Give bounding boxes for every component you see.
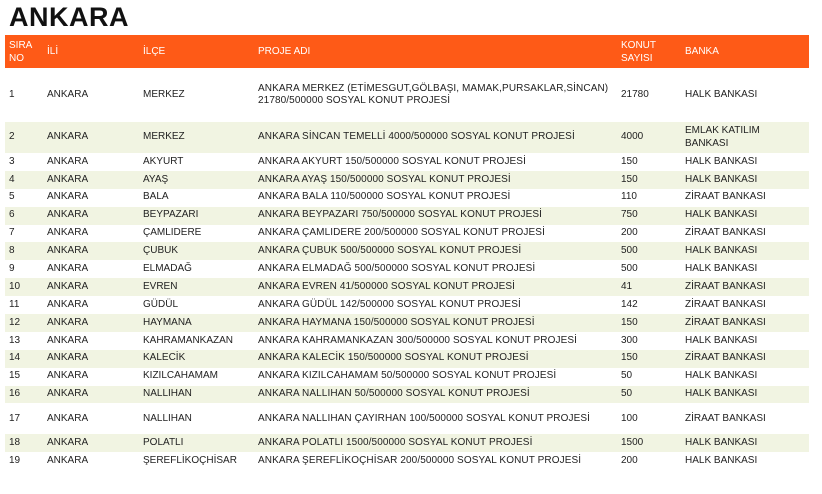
cell-no: 11 <box>9 298 20 310</box>
cell-proje: ANKARA AKYURT 150/500000 SOSYAL KONUT PROJESİ <box>258 155 526 167</box>
cell-konut: 110 <box>621 191 637 203</box>
cell-ilce: KALECİK <box>143 352 186 364</box>
cell-proje: ANKARA KAHRAMANKAZAN 300/500000 SOSYAL KONUT PROJESİ <box>258 334 578 346</box>
cell-banka: EMLAK KATILIM BANKASI <box>685 125 760 149</box>
cell-il: ANKARA <box>47 412 89 424</box>
cell-il: ANKARA <box>47 316 89 328</box>
cell-proje: ANKARA AYAŞ 150/500000 SOSYAL KONUT PROJESİ <box>258 173 511 185</box>
cell-proje: ANKARA ELMADAĞ 500/500000 SOSYAL KONUT PROJESİ <box>258 263 536 275</box>
cell-ilce: BEYPAZARI <box>143 209 199 221</box>
cell-proje: ANKARA GÜDÜL 142/500000 SOSYAL KONUT PROJESİ <box>258 298 521 310</box>
cell-ilce: ELMADAĞ <box>143 263 192 275</box>
cell-il: ANKARA <box>47 191 89 203</box>
cell-konut: 200 <box>621 227 638 239</box>
cell-proje: ANKARA NALLIHAN 50/500000 SOSYAL KONUT PROJESİ <box>258 388 530 400</box>
cell-banka: ZİRAAT BANKASI <box>685 280 766 292</box>
table-row <box>5 452 809 470</box>
cell-banka: HALK BANKASI <box>685 370 758 382</box>
cell-no: 9 <box>9 263 15 275</box>
table-row <box>5 386 809 404</box>
cell-proje: ANKARA KIZILCAHAMAM 50/500000 SOSYAL KONUT PROJESİ <box>258 370 557 382</box>
cell-banka: HALK BANKASI <box>685 209 758 221</box>
cell-no: 13 <box>9 334 21 346</box>
table-row <box>5 368 809 386</box>
cell-banka: HALK BANKASI <box>685 88 758 100</box>
cell-no: 10 <box>9 280 21 292</box>
table-row <box>5 314 809 332</box>
cell-proje: ANKARA BEYPAZARI 750/500000 SOSYAL KONUT PROJESİ <box>258 209 542 221</box>
cell-ilce: ŞEREFLİKOÇHİSAR <box>143 455 237 467</box>
cell-konut: 50 <box>621 370 633 382</box>
cell-konut: 150 <box>621 155 638 167</box>
cell-proje: ANKARA EVREN 41/500000 SOSYAL KONUT PROJESİ <box>258 280 515 292</box>
cell-no: 14 <box>9 352 21 364</box>
cell-konut: 300 <box>621 334 638 346</box>
table-header-row <box>5 35 809 68</box>
cell-ilce: POLATLI <box>143 437 184 449</box>
cell-ilce: BALA <box>143 191 169 203</box>
cell-il: ANKARA <box>47 209 89 221</box>
cell-proje: ANKARA ÇAMLIDERE 200/500000 SOSYAL KONUT PROJESİ <box>258 227 545 239</box>
cell-il: ANKARA <box>47 298 89 310</box>
cell-konut: 100 <box>621 412 638 424</box>
cell-ilce: NALLIHAN <box>143 388 192 400</box>
cell-banka: HALK BANKASI <box>685 173 758 185</box>
cell-no: 19 <box>9 455 21 467</box>
cell-banka: ZİRAAT BANKASI <box>685 352 766 364</box>
table-row <box>5 403 809 434</box>
header-ili: İLİ <box>43 35 139 68</box>
table-row <box>5 434 809 452</box>
cell-konut: 142 <box>621 298 638 310</box>
housing-projects-table <box>5 35 809 470</box>
cell-il: ANKARA <box>47 352 89 364</box>
cell-banka: ZİRAAT BANKASI <box>685 227 766 239</box>
cell-il: ANKARA <box>47 455 89 467</box>
cell-konut: 150 <box>621 316 638 328</box>
cell-il: ANKARA <box>47 245 89 257</box>
cell-banka: HALK BANKASI <box>685 334 758 346</box>
cell-proje: ANKARA ÇUBUK 500/500000 SOSYAL KONUT PROJESİ <box>258 245 522 257</box>
cell-no: 6 <box>9 209 15 221</box>
cell-konut: 1500 <box>621 437 644 449</box>
header-konut-sayisi: KONUT SAYISI <box>617 35 681 68</box>
cell-banka: HALK BANKASI <box>685 155 758 167</box>
cell-proje: ANKARA HAYMANA 150/500000 SOSYAL KONUT PROJESİ <box>258 316 535 328</box>
cell-konut: 150 <box>621 173 638 185</box>
table-row <box>5 350 809 368</box>
cell-no: 1 <box>9 88 15 100</box>
cell-proje: ANKARA BALA 110/500000 SOSYAL KONUT PROJESİ <box>258 191 511 203</box>
cell-banka: HALK BANKASI <box>685 245 758 257</box>
table-row <box>5 153 809 171</box>
cell-ilce: HAYMANA <box>143 316 192 328</box>
cell-no: 4 <box>9 173 15 185</box>
table-row <box>5 207 809 225</box>
cell-ilce: ÇUBUK <box>143 245 179 257</box>
table-row <box>5 278 809 296</box>
cell-no: 17 <box>9 412 21 424</box>
table-row <box>5 189 809 207</box>
table-row <box>5 260 809 278</box>
cell-no: 3 <box>9 155 15 167</box>
cell-il: ANKARA <box>47 227 89 239</box>
table-row <box>5 171 809 189</box>
cell-konut: 150 <box>621 352 638 364</box>
cell-banka: HALK BANKASI <box>685 455 758 467</box>
cell-il: ANKARA <box>47 334 89 346</box>
cell-konut: 750 <box>621 209 638 221</box>
page-title: ANKARA <box>9 2 129 32</box>
cell-banka: ZİRAAT BANKASI <box>685 412 766 424</box>
cell-no: 2 <box>9 131 15 143</box>
cell-il: ANKARA <box>47 437 89 449</box>
cell-ilce: ÇAMLIDERE <box>143 227 202 239</box>
header-banka: BANKA <box>681 35 809 68</box>
cell-ilce: KAHRAMANKAZAN <box>143 334 234 346</box>
cell-banka: ZİRAAT BANKASI <box>685 191 766 203</box>
cell-ilce: MERKEZ <box>143 88 185 100</box>
cell-konut: 500 <box>621 263 638 275</box>
header-proje-adi: PROJE ADI <box>254 35 617 68</box>
cell-banka: ZİRAAT BANKASI <box>685 316 766 328</box>
cell-no: 8 <box>9 245 15 257</box>
cell-il: ANKARA <box>47 131 89 143</box>
cell-no: 12 <box>9 316 21 328</box>
cell-il: ANKARA <box>47 88 89 100</box>
table-row <box>5 332 809 350</box>
cell-no: 7 <box>9 227 15 239</box>
table-row <box>5 122 809 153</box>
table-row <box>5 296 809 314</box>
cell-ilce: NALLIHAN <box>143 412 192 424</box>
header-sira-no: SIRA NO <box>5 35 43 68</box>
cell-no: 15 <box>9 370 21 382</box>
cell-il: ANKARA <box>47 263 89 275</box>
cell-konut: 21780 <box>621 88 649 100</box>
cell-konut: 500 <box>621 245 638 257</box>
cell-il: ANKARA <box>47 155 89 167</box>
cell-ilce: KIZILCAHAMAM <box>143 370 219 382</box>
cell-banka: ZİRAAT BANKASI <box>685 298 766 310</box>
cell-ilce: MERKEZ <box>143 131 185 143</box>
cell-ilce: AKYURT <box>143 155 184 167</box>
cell-ilce: AYAŞ <box>143 173 169 185</box>
header-ilce: İLÇE <box>139 35 254 68</box>
cell-banka: HALK BANKASI <box>685 263 758 275</box>
cell-banka: HALK BANKASI <box>685 388 758 400</box>
cell-proje: ANKARA KALECİK 150/500000 SOSYAL KONUT PROJESİ <box>258 352 529 364</box>
cell-il: ANKARA <box>47 173 89 185</box>
cell-no: 5 <box>9 191 15 203</box>
cell-konut: 200 <box>621 455 638 467</box>
cell-no: 16 <box>9 388 21 400</box>
table-row <box>5 225 809 243</box>
cell-proje: ANKARA NALLIHAN ÇAYIRHAN 100/500000 SOSYAL KONUT PROJESİ <box>258 412 591 424</box>
cell-proje: ANKARA ŞEREFLİKOÇHİSAR 200/500000 SOSYAL KONUT PROJESİ <box>258 455 582 467</box>
cell-proje: ANKARA MERKEZ (ETİMESGUT,GÖLBAŞI, MAMAK,PURSAKLAR,SİNCAN) 21780/500000 SOSYAL KONUT PROJESİ <box>258 82 609 106</box>
cell-konut: 50 <box>621 388 633 400</box>
cell-proje: ANKARA POLATLI 1500/500000 SOSYAL KONUT PROJESİ <box>258 437 533 449</box>
table-row <box>5 68 809 122</box>
cell-konut: 4000 <box>621 131 644 143</box>
cell-ilce: GÜDÜL <box>143 298 179 310</box>
cell-konut: 41 <box>621 280 633 292</box>
cell-banka: HALK BANKASI <box>685 437 758 449</box>
table-row <box>5 242 809 260</box>
cell-proje: ANKARA SİNCAN TEMELLİ 4000/500000 SOSYAL KONUT PROJESİ <box>258 131 575 143</box>
cell-il: ANKARA <box>47 280 89 292</box>
cell-il: ANKARA <box>47 370 89 382</box>
cell-no: 18 <box>9 437 21 449</box>
cell-ilce: EVREN <box>143 280 178 292</box>
cell-il: ANKARA <box>47 388 89 400</box>
